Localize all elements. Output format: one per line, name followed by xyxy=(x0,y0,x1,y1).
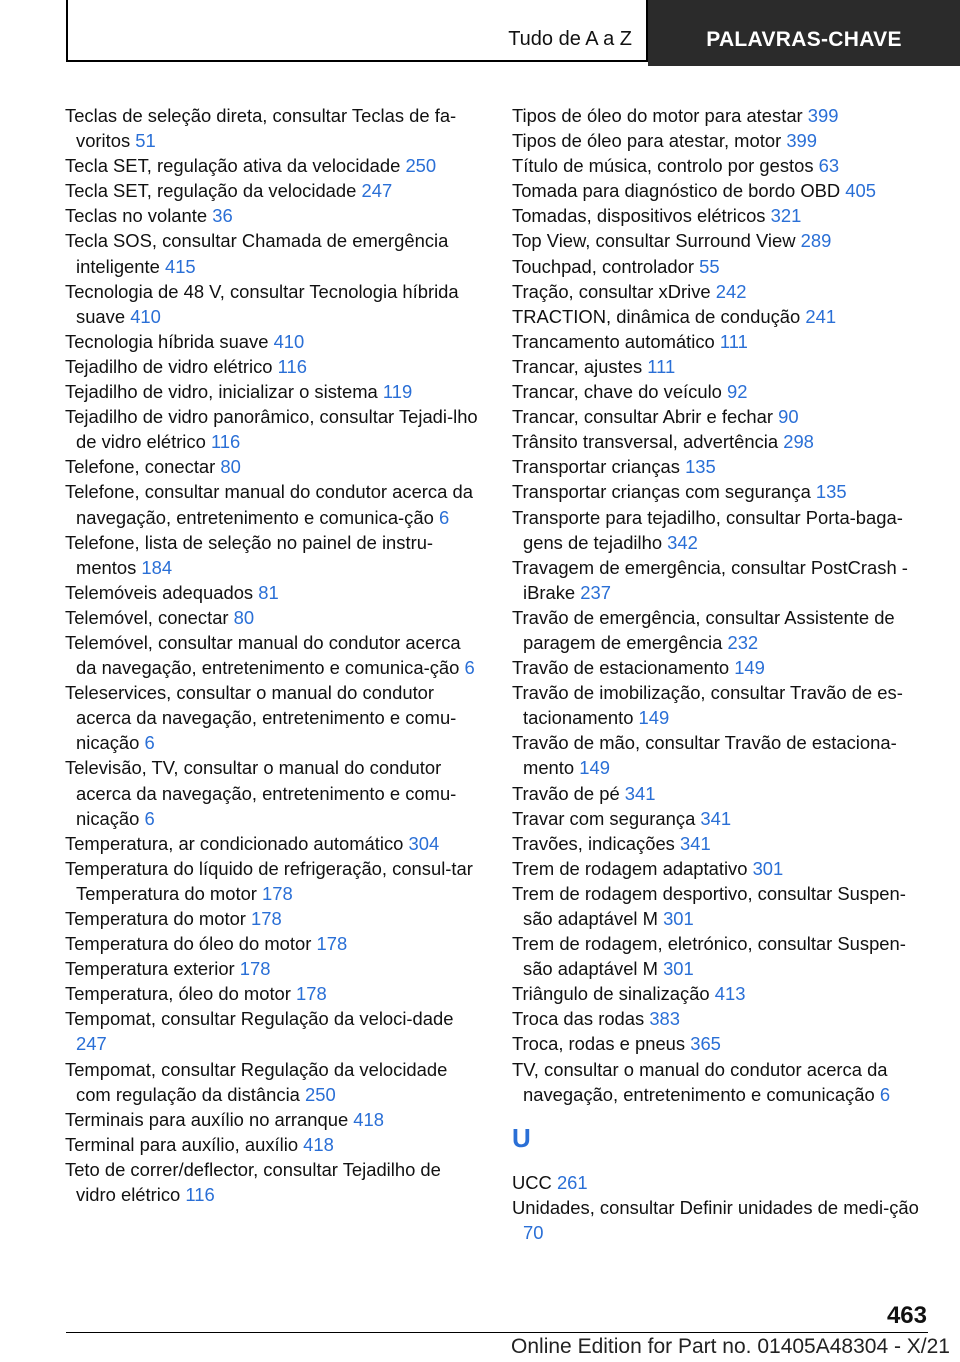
page-reference-link[interactable]: 247 xyxy=(76,1033,107,1055)
index-entry xyxy=(512,454,932,479)
page-reference-link[interactable]: 410 xyxy=(130,305,161,327)
page-reference-link[interactable]: 6 xyxy=(464,657,475,679)
page-reference-link[interactable]: 341 xyxy=(624,782,656,804)
page-reference-link[interactable]: 261 xyxy=(556,1171,588,1193)
page-reference-link[interactable]: 80 xyxy=(233,606,255,628)
page-reference-link[interactable]: 178 xyxy=(316,933,348,955)
page-reference-link[interactable]: 415 xyxy=(164,255,196,277)
index-entry-text: Trem de rodagem, eletrónico, consultar Suspen‐são adaptável M xyxy=(512,933,906,980)
section-letter: U xyxy=(512,1122,531,1153)
index-entry-text: Tejadilho de vidro, inicializar o sistema xyxy=(65,381,383,403)
index-entry xyxy=(512,228,932,253)
index-entry-text: Teto de correr/deflector, consultar Tejadilho de vidro elétrico xyxy=(65,1158,441,1206)
index-entry xyxy=(512,203,932,228)
index-entry-text: Trancar, chave do veículo xyxy=(512,381,728,403)
page-reference-link[interactable]: 184 xyxy=(141,556,173,578)
header-section-tab xyxy=(648,0,960,66)
index-list-u xyxy=(512,1170,932,1245)
index-entry xyxy=(512,379,932,404)
page-reference-link[interactable]: 298 xyxy=(783,431,814,453)
index-entry-text: Temperatura exterior xyxy=(65,958,240,980)
index-column-right xyxy=(512,103,932,1245)
index-entry xyxy=(65,354,485,379)
page-reference-link[interactable]: 55 xyxy=(699,255,720,277)
page-number: 463 xyxy=(886,1302,927,1329)
page-reference-link[interactable]: 250 xyxy=(305,1083,336,1105)
page-reference-link[interactable]: 111 xyxy=(647,355,676,377)
index-column-left xyxy=(65,103,485,1207)
index-entry-text: Teclas de seleção direta, consultar Teclas de fa‐voritos xyxy=(65,105,457,152)
index-entry xyxy=(65,454,485,479)
index-entry xyxy=(512,1170,932,1195)
index-entry-text: TRACTION, dinâmica de condução xyxy=(512,305,806,327)
index-entry-text: Temperatura, ar condicionado automático xyxy=(65,832,409,854)
index-entry xyxy=(65,1006,485,1056)
index-entry-text: Telemóvel, conectar xyxy=(65,606,234,628)
index-entry-text: Telefone, consultar manual do condutor acerca da navegação, entretenimento e comunica‐ção xyxy=(65,481,473,528)
index-entry-text: Tomadas, dispositivos elétricos xyxy=(512,205,771,227)
index-entry xyxy=(512,178,932,203)
page-reference-link[interactable]: 178 xyxy=(239,958,271,980)
index-entry-text: Touchpad, controlador xyxy=(512,255,700,277)
index-entry-text: Travão de estacionamento xyxy=(512,657,735,679)
index-entry xyxy=(65,203,485,228)
index-entry xyxy=(512,831,932,856)
page-reference-link[interactable]: 90 xyxy=(778,406,799,428)
page-reference-link[interactable]: 405 xyxy=(845,180,876,202)
page-reference-link[interactable]: 301 xyxy=(663,908,694,929)
page-reference-link[interactable]: 399 xyxy=(807,105,839,126)
index-entry xyxy=(512,128,932,153)
index-entry xyxy=(512,254,932,279)
page-reference-link[interactable]: 418 xyxy=(303,1133,334,1155)
page-reference-link[interactable]: 365 xyxy=(690,1033,721,1055)
index-entry-text: Troca, rodas e pneus xyxy=(512,1033,691,1055)
index-list-t-continued xyxy=(512,103,932,1107)
index-entry-text: Telemóvel, consultar manual do condutor acerca da navegação, entretenimento e comunica‐ção xyxy=(65,631,465,679)
index-entry-text: Unidades, consultar Definir unidades de medi‐ção xyxy=(512,1196,919,1218)
index-entry xyxy=(512,680,932,730)
index-entry xyxy=(512,153,932,178)
index-entry-text: Trem de rodagem adaptativo xyxy=(512,857,753,879)
index-entry xyxy=(512,931,932,981)
index-entry-text: Transporte para tejadilho, consultar Porta-baga‐gens de tejadilho xyxy=(512,506,903,553)
page-reference-link[interactable]: 247 xyxy=(361,180,393,202)
index-entry-text: Transportar crianças com segurança xyxy=(512,481,816,503)
index-entry-text: Tecla SET, regulação da velocidade xyxy=(65,180,362,202)
page-reference-link[interactable]: 63 xyxy=(818,155,840,177)
index-entry xyxy=(512,279,932,304)
page-reference-link[interactable]: 135 xyxy=(685,456,716,478)
index-entry-text: Título de música, controlo por gestos xyxy=(512,155,819,177)
index-entry-text: Temperatura do motor xyxy=(65,908,252,929)
page-reference-link[interactable]: 383 xyxy=(649,1008,680,1030)
header-section-label: PALAVRAS-CHAVE xyxy=(706,28,902,51)
page-reference-link[interactable]: 178 xyxy=(296,983,327,1005)
index-entry xyxy=(65,630,485,680)
page-reference-link[interactable]: 341 xyxy=(700,807,732,829)
page-reference-link[interactable]: 418 xyxy=(353,1108,384,1130)
index-entry xyxy=(65,956,485,981)
index-entry-text: Triângulo de sinalização xyxy=(512,983,715,1005)
page-reference-link[interactable]: 80 xyxy=(220,456,241,478)
index-entry-text: Trem de rodagem desportivo, consultar Suspen‐são adaptável M xyxy=(512,882,906,929)
page-reference-link[interactable]: 149 xyxy=(579,757,610,779)
index-entry-text: Teleservices, consultar o manual do condutor acerca da navegação, entretenimento e comu‐nicação xyxy=(65,682,457,754)
index-entry xyxy=(65,1132,485,1157)
index-entry xyxy=(512,354,932,379)
index-entry xyxy=(65,580,485,605)
index-entry-text: Tipos de óleo para atestar, motor xyxy=(512,130,787,152)
index-entry xyxy=(512,505,932,555)
index-entry-text: Trancar, ajustes xyxy=(512,355,648,377)
index-entry xyxy=(65,981,485,1006)
index-entry-text: Tomada para diagnóstico de bordo OBD xyxy=(512,180,846,202)
index-entry-text: Trânsito transversal, advertência xyxy=(512,431,784,453)
index-entry xyxy=(65,103,485,153)
index-entry xyxy=(65,755,485,830)
index-entry xyxy=(65,329,485,354)
index-entry xyxy=(65,228,485,278)
index-entry-text: Terminal para auxílio, auxílio xyxy=(65,1133,304,1155)
index-entry-text: UCC xyxy=(512,1171,557,1193)
index-entry-text: Temperatura, óleo do motor xyxy=(65,983,297,1005)
index-entry-text: Tecnologia híbrida suave xyxy=(65,330,274,352)
index-entry xyxy=(65,379,485,404)
index-entry-text: Travão de mão, consultar Travão de estaciona‐mento xyxy=(512,732,897,779)
page-reference-link[interactable]: 321 xyxy=(770,205,802,227)
index-entry xyxy=(512,881,932,931)
index-entry xyxy=(512,605,932,655)
page-reference-link[interactable]: 250 xyxy=(405,155,437,177)
index-entry xyxy=(512,555,932,605)
page-reference-link[interactable]: 70 xyxy=(523,1221,544,1243)
index-entry-text: Troca das rodas xyxy=(512,1008,650,1030)
page-reference-link[interactable]: 116 xyxy=(277,355,307,377)
page-reference-link[interactable]: 116 xyxy=(185,1184,215,1206)
page-reference-link[interactable]: 178 xyxy=(251,908,282,929)
index-entry xyxy=(65,153,485,178)
index-entry-text: Terminais para auxílio no arranque xyxy=(65,1108,354,1130)
page-reference-link[interactable]: 301 xyxy=(752,857,784,879)
page-reference-link[interactable]: 116 xyxy=(210,431,241,453)
footer-edition: Online Edition for Part no. 01405A48304 - X/21 xyxy=(511,1335,950,1358)
index-entry-text: Temperatura do líquido de refrigeração, consul‐tar Temperatura do motor xyxy=(65,857,473,904)
index-entry-text: Tempomat, consultar Regulação da veloci‐dade xyxy=(65,1008,454,1030)
index-entry-text: Travão de emergência, consultar Assistente de paragem de emergência xyxy=(512,606,895,653)
page-reference-link[interactable]: 119 xyxy=(382,381,413,403)
page-reference-link[interactable]: 301 xyxy=(663,958,694,980)
index-entry-text: Tecla SOS, consultar Chamada de emergência inteligente xyxy=(65,230,449,277)
index-entry-text: Tempomat, consultar Regulação da velocidade com regulação da distância xyxy=(65,1058,448,1105)
index-entry-text: Tração, consultar xDrive xyxy=(512,280,716,302)
index-entry xyxy=(65,1057,485,1107)
index-entry xyxy=(512,1031,932,1056)
index-entry-text: Travagem de emergência, consultar PostCrash - iBrake xyxy=(512,556,908,603)
index-entry xyxy=(65,906,485,931)
page-reference-link[interactable]: 149 xyxy=(638,707,670,729)
page-reference-link[interactable]: 413 xyxy=(714,983,746,1005)
index-entry-text: Tecla SET, regulação ativa da velocidade xyxy=(65,155,406,177)
index-entry xyxy=(65,605,485,630)
page-reference-link[interactable]: 6 xyxy=(144,732,155,754)
footer-divider xyxy=(66,1332,928,1333)
index-entry-text: Tejadilho de vidro panorâmico, consultar Tejadi‐lho de vidro elétrico xyxy=(65,406,478,453)
page-reference-link[interactable]: 149 xyxy=(734,657,765,679)
index-entry xyxy=(512,404,932,429)
page-header xyxy=(66,0,960,66)
index-entry xyxy=(512,1006,932,1031)
page-reference-link[interactable]: 135 xyxy=(815,481,847,503)
index-entry xyxy=(65,856,485,906)
header-title-box xyxy=(66,0,648,62)
page-reference-link[interactable]: 289 xyxy=(800,230,832,252)
header-title: Tudo de A a Z xyxy=(508,28,632,50)
index-entry-text: Trancar, consultar Abrir e fechar xyxy=(512,406,779,428)
page-reference-link[interactable]: 237 xyxy=(580,581,611,603)
page-reference-link[interactable]: 92 xyxy=(727,381,748,403)
index-entry xyxy=(512,781,932,806)
index-entry xyxy=(512,981,932,1006)
index-entry xyxy=(65,178,485,203)
index-entry xyxy=(65,404,485,454)
index-entry-text: Telemóveis adequados xyxy=(65,581,259,603)
page-reference-link[interactable]: 111 xyxy=(719,330,748,352)
index-entry xyxy=(512,1057,932,1107)
index-entry-text: Travar com segurança xyxy=(512,807,701,829)
index-entry-text: Tejadilho de vidro elétrico xyxy=(65,355,278,377)
page-reference-link[interactable]: 232 xyxy=(727,631,759,653)
index-entry-text: Tecnologia de 48 V, consultar Tecnologia híbrida suave xyxy=(65,280,459,327)
index-entry-text: Temperatura do óleo do motor xyxy=(65,933,317,955)
index-entry xyxy=(512,856,932,881)
index-entry xyxy=(512,730,932,780)
index-entry xyxy=(512,655,932,680)
index-entry-text: Trancamento automático xyxy=(512,330,720,352)
page-reference-link[interactable]: 242 xyxy=(715,280,747,302)
index-entry xyxy=(65,479,485,529)
page-reference-link[interactable]: 410 xyxy=(273,330,305,352)
index-entry xyxy=(512,429,932,454)
index-entry xyxy=(65,530,485,580)
index-entry xyxy=(512,806,932,831)
index-entry xyxy=(65,680,485,755)
page-reference-link[interactable]: 304 xyxy=(408,832,440,854)
index-entry xyxy=(512,479,932,504)
index-entry xyxy=(65,831,485,856)
page-reference-link[interactable]: 399 xyxy=(786,130,817,152)
index-entry-text: Tipos de óleo do motor para atestar xyxy=(512,105,808,126)
page-reference-link[interactable]: 241 xyxy=(805,305,837,327)
index-entry xyxy=(65,279,485,329)
index-entry xyxy=(65,1107,485,1132)
index-entry xyxy=(512,329,932,354)
page-reference-link[interactable]: 51 xyxy=(135,130,156,152)
index-entry-text: Travão de pé xyxy=(512,782,625,804)
index-entry-text: Televisão, TV, consultar o manual do condutor acerca da navegação, entretenimento e comu‐nicação xyxy=(65,757,457,829)
index-entry xyxy=(65,931,485,956)
page-reference-link[interactable]: 6 xyxy=(144,807,155,829)
index-entry-text: Travão de imobilização, consultar Travão de es‐tacionamento xyxy=(512,682,903,729)
index-entry-text: Telefone, conectar xyxy=(65,456,221,478)
index-entry-text: Top View, consultar Surround View xyxy=(512,230,801,252)
index-entry-text: Teclas no volante xyxy=(65,205,213,227)
index-entry xyxy=(512,1195,932,1245)
page-reference-link[interactable]: 178 xyxy=(262,882,293,904)
page-reference-link[interactable]: 342 xyxy=(667,531,698,553)
index-entry-text: Transportar crianças xyxy=(512,456,686,478)
index-entry xyxy=(512,103,932,128)
index-entry-text: Telefone, lista de seleção no painel de instru‐mentos xyxy=(65,531,434,578)
page-reference-link[interactable]: 6 xyxy=(438,506,450,528)
page-reference-link[interactable]: 36 xyxy=(212,205,233,227)
index-entry xyxy=(65,1157,485,1207)
index-entry xyxy=(512,304,932,329)
page-reference-link[interactable]: 341 xyxy=(679,832,711,854)
page-reference-link[interactable]: 6 xyxy=(879,1083,891,1105)
index-entry-text: Travões, indicações xyxy=(512,832,680,854)
page-reference-link[interactable]: 81 xyxy=(258,581,279,603)
index-entry-text: TV, consultar o manual do condutor acerca da navegação, entretenimento e comunicação xyxy=(512,1058,888,1105)
